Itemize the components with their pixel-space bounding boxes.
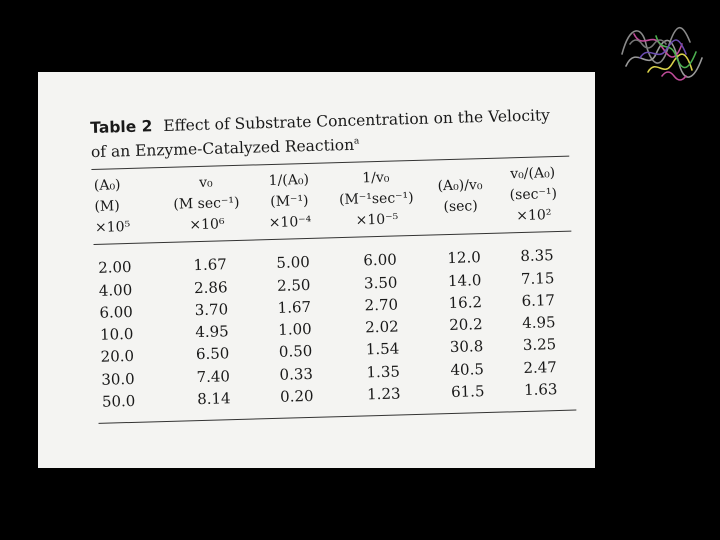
header-line: ×10² — [516, 206, 552, 224]
header-line: ×10⁵ — [94, 218, 131, 236]
table-cell: 1.54 — [365, 339, 400, 359]
table-cell: 1.67 — [193, 255, 228, 275]
table-cell: 2.02 — [365, 317, 399, 337]
table-cell: 0.20 — [279, 386, 314, 406]
table-cell: 2.47 — [523, 357, 558, 377]
table-cell: 3.25 — [522, 335, 557, 355]
data-table — [90, 105, 578, 425]
table-cell: 5.00 — [276, 253, 311, 273]
table-cell: 16.2 — [448, 293, 483, 312]
table-cell: 8.14 — [196, 389, 231, 409]
table-cell: 3.50 — [363, 273, 398, 293]
table-cell: 7.15 — [520, 268, 555, 288]
scanned-page — [38, 72, 595, 468]
header-row — [91, 157, 573, 244]
table-cell: 1.35 — [366, 362, 401, 382]
table-cell: 1.23 — [366, 384, 401, 404]
header-line: (M⁻¹) — [270, 192, 309, 210]
caption-line-1: Effect of Substrate Concentration on the Velocity — [163, 106, 551, 135]
header-line: (A₀)/v₀ — [437, 177, 483, 195]
table-cell: 61.5 — [450, 382, 485, 402]
table-cell: 14.0 — [447, 270, 482, 290]
table-cell: 40.5 — [450, 359, 485, 379]
table-cell: 2.50 — [276, 275, 311, 295]
table-cell: 2.86 — [193, 277, 228, 297]
table-cell: 1.00 — [278, 320, 312, 340]
header-line: 1/(A₀) — [268, 171, 310, 189]
protein-structure-icon — [612, 14, 712, 94]
table-cell: 50.0 — [101, 391, 136, 411]
header-cell — [497, 162, 569, 227]
table-cell: 6.00 — [363, 250, 398, 270]
table-cell: 6.00 — [99, 302, 134, 322]
caption-line-2: of an Enzyme-Catalyzed Reaction — [90, 135, 355, 162]
caption-footnote-mark: a — [353, 136, 360, 147]
table-cell: 8.35 — [520, 246, 554, 266]
header-line: (M sec⁻¹) — [173, 194, 240, 213]
header-cell — [422, 175, 499, 219]
header-line: v₀ — [198, 174, 213, 191]
table-number: Table 2 — [90, 117, 153, 137]
table-cell: 20.2 — [448, 315, 483, 335]
header-line: ×10⁻⁵ — [355, 211, 399, 229]
header-line: (M⁻¹sec⁻¹) — [338, 189, 414, 208]
table-cell: 30.0 — [101, 369, 135, 389]
table-cell: 3.70 — [194, 300, 229, 320]
table-cell: 10.0 — [99, 325, 134, 344]
table-cell: 30.8 — [449, 337, 484, 357]
table-cell: 7.40 — [196, 366, 231, 386]
header-line: ×10⁻⁴ — [268, 213, 312, 231]
header-line: (M) — [94, 197, 120, 215]
header-cell — [248, 169, 332, 234]
table-cell: 6.17 — [521, 290, 556, 310]
header-line: 1/v₀ — [361, 169, 390, 187]
header-line: v₀/(A₀) — [510, 164, 556, 182]
table-cell: 2.00 — [97, 258, 132, 278]
table-cell: 12.0 — [447, 248, 482, 268]
table-cell: 0.33 — [279, 364, 314, 384]
table-cell: 20.0 — [100, 347, 135, 367]
table-cell: 4.00 — [98, 280, 133, 300]
table-cell: 1.67 — [277, 297, 312, 317]
table-caption — [90, 105, 571, 164]
header-cell — [164, 171, 250, 236]
header-cell — [92, 174, 166, 239]
header-line: (sec⁻¹) — [509, 185, 558, 203]
header-line: (sec) — [443, 198, 478, 216]
table-cell: 2.70 — [364, 295, 399, 315]
header-cell — [330, 166, 424, 232]
header-line: ×10⁶ — [189, 215, 225, 233]
table-cell: 1.63 — [523, 380, 558, 400]
table-cell: 6.50 — [195, 344, 230, 364]
table-body — [94, 232, 579, 423]
table-cell: 0.50 — [278, 342, 313, 362]
header-line: (A₀) — [93, 176, 121, 194]
table-cell: 4.95 — [195, 322, 229, 342]
table-cell: 4.95 — [521, 313, 556, 333]
